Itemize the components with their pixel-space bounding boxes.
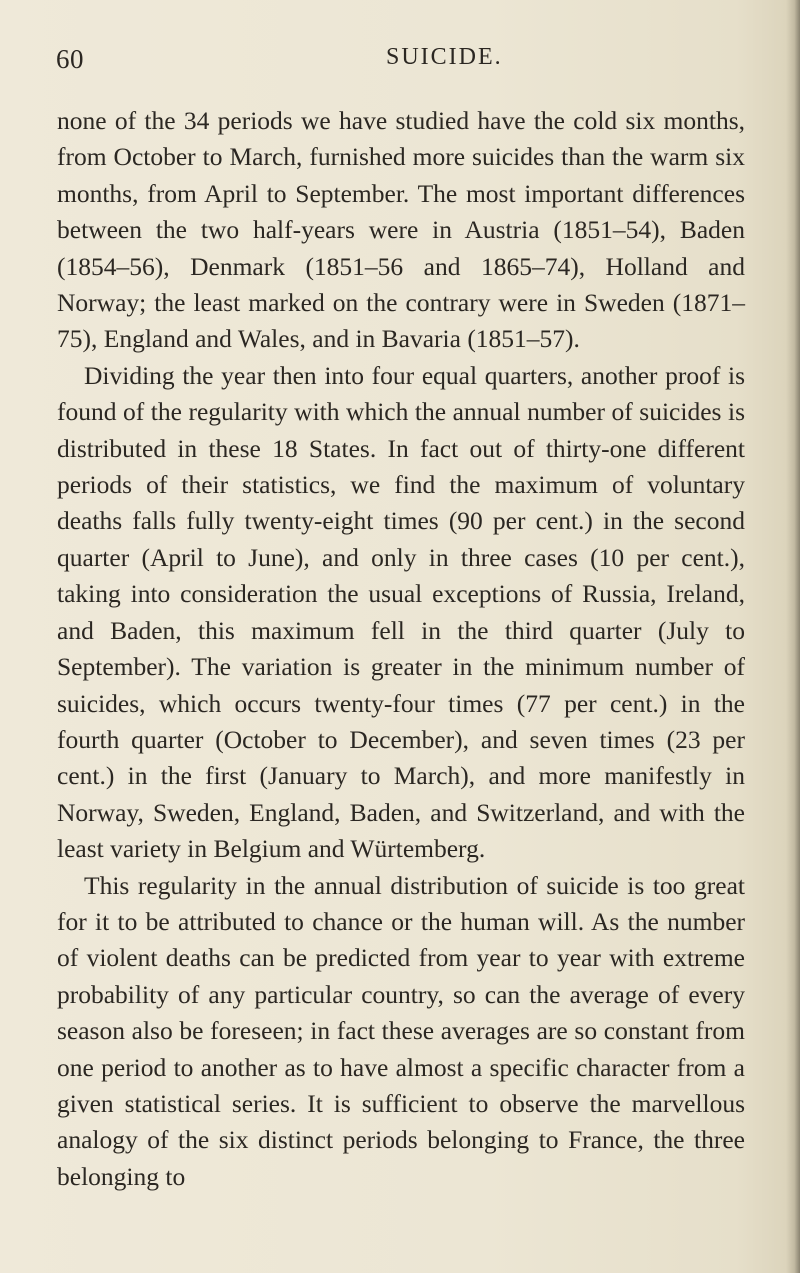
page-edge-shadow	[786, 0, 800, 1273]
paragraph-regularity: This regularity in the annual distribution of suicide is too great for it to be attributed to chance or the human will. As the number of violent deaths can be predicted from year to year with extreme probability of any particular country, so can the average of every season also be foreseen; in fact these averages are so constant from one period to another as to have almost a specific character from a given statistical series. It is sufficient to observe the marvellous analogy of the six distinct periods belonging to France, the three belonging to	[57, 870, 745, 1191]
running-head: SUICIDE.	[386, 44, 503, 70]
paragraph-quarters: Dividing the year then into four equal quarters, another proof is found of the regularity with which the annual number of suicides is distributed in these 18 States. In fact out of thirty-one different periods of their statistics, we find the maximum of voluntary deaths falls fully twenty-eight times (90 per cent.) in the second quarter (April to June), and only in three cases (10 per cent.), taking into consideration the usual exceptions of Russia, Ireland, and Baden, this maximum fell in the third quarter (July to September). The variation is greater in the minimum number of suicides, which occurs twenty-four times (77 per cent.) in the fourth quarter (October to December), and seven times (23 per cent.) in the first (January to March), and more manifestly in Norway, Sweden, England, Baden, and Switzerland, and with the least variety in Belgium and Würtemberg.	[57, 360, 745, 864]
page-header	[56, 44, 746, 84]
page-number: 60	[56, 44, 84, 74]
paragraph-continued: none of the 34 periods we have studied have the cold six months, from October to March, furnished more suicides than the warm six months, from April to September. The most important differences between the two half-years were in Austria (1851–54), Baden (1854–56), Denmark (1851–56 and 1865–74), Holland and Norway; the least marked on the contrary were in Sweden (1871–75), England and Wales, and in Bavaria (1851–57).	[57, 106, 745, 354]
body-text	[57, 103, 745, 1195]
